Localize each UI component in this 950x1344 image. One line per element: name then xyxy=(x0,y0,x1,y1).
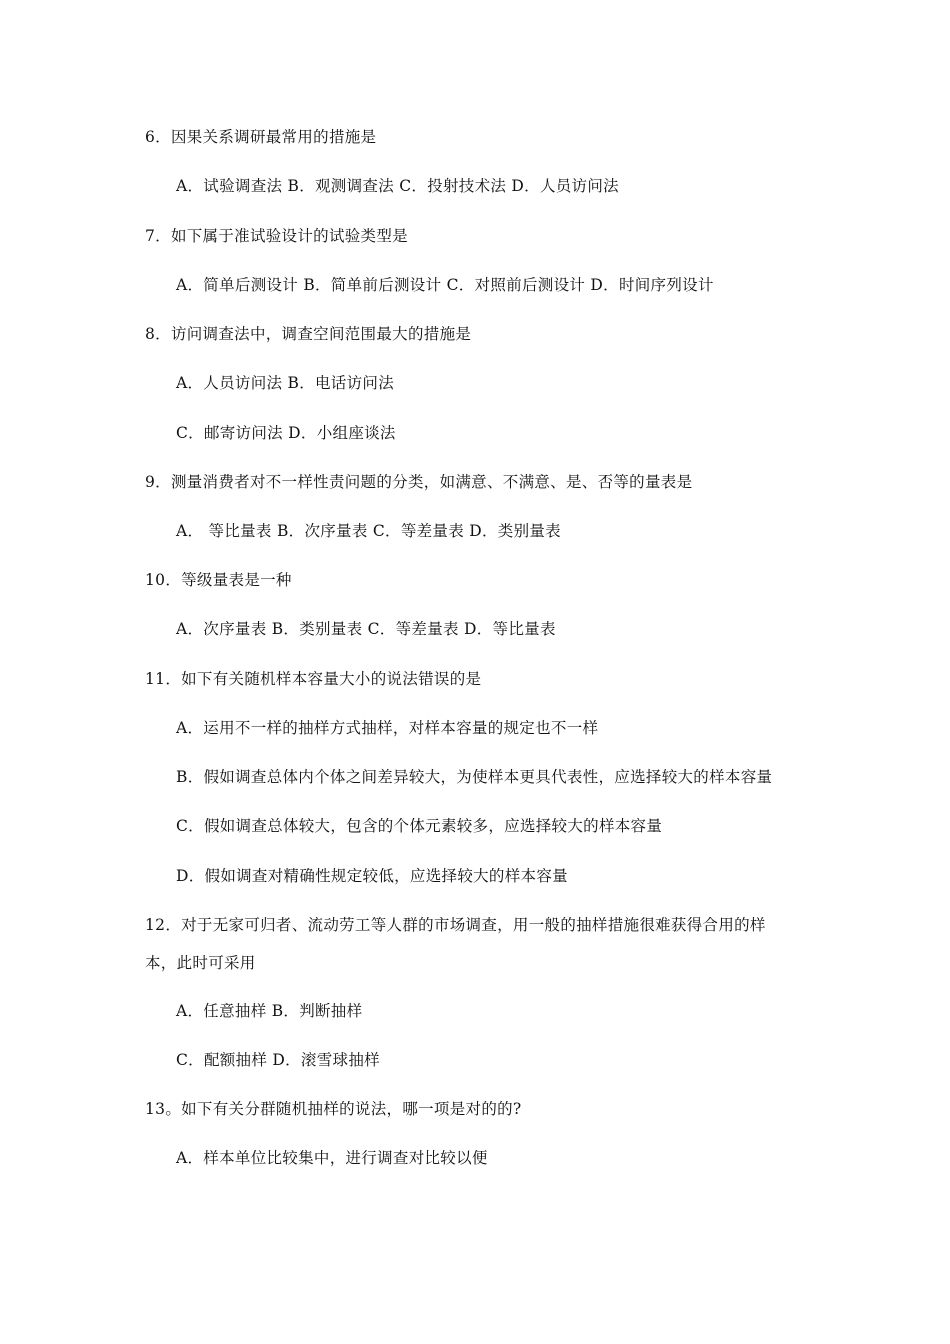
question-7-options: A．简单后测设计 B．简单前后测设计 C．对照前后测设计 D．时间序列设计 xyxy=(176,276,714,294)
question-6: 6．因果关系调研最常用的措施是 xyxy=(145,128,377,146)
question-7: 7．如下属于准试验设计的试验类型是 xyxy=(145,227,408,245)
question-10: 10．等级量表是一种 xyxy=(145,571,292,589)
question-12-options-cd: C．配额抽样 D．滚雪球抽样 xyxy=(176,1051,380,1069)
question-9: 9．测量消费者对不一样性责问题的分类，如满意、不满意、是、否等的量表是 xyxy=(145,473,693,491)
question-12: 12．对于无家可归者、流动劳工等人群的市场调查，用一般的抽样措施很难获得合用的样 xyxy=(145,916,766,934)
question-6-options: A．试验调查法 B．观测调查法 C．投射技术法 D．人员访问法 xyxy=(176,177,619,195)
question-13-option-a: A．样本单位比较集中，进行调查对比较以便 xyxy=(176,1149,488,1167)
question-12-options-ab: A．任意抽样 B．判断抽样 xyxy=(176,1002,363,1020)
question-8-options-ab: A．人员访问法 B．电话访问法 xyxy=(176,374,395,392)
question-13: 13。如下有关分群随机抽样的说法，哪一项是对的的? xyxy=(145,1100,522,1118)
question-11-option-c: C．假如调查总体较大，包含的个体元素较多，应选择较大的样本容量 xyxy=(176,817,663,835)
question-8-options-cd: C．邮寄访问法 D．小组座谈法 xyxy=(176,424,396,442)
question-8: 8．访问调查法中，调查空间范围最大的措施是 xyxy=(145,325,472,343)
question-11-option-d: D．假如调查对精确性规定较低，应选择较大的样本容量 xyxy=(176,867,568,885)
question-9-options: A． 等比量表 B．次序量表 C．等差量表 D．类别量表 xyxy=(176,522,561,540)
question-10-options: A．次序量表 B．类别量表 C．等差量表 D．等比量表 xyxy=(176,620,556,638)
question-11: 11．如下有关随机样本容量大小的说法错误的是 xyxy=(145,670,482,688)
question-12-continued: 本，此时可采用 xyxy=(145,954,256,972)
question-11-option-a: A．运用不一样的抽样方式抽样，对样本容量的规定也不一样 xyxy=(176,719,599,737)
question-11-option-b: B．假如调查总体内个体之间差异较大，为使样本更具代表性，应选择较大的样本容量 xyxy=(176,768,773,786)
